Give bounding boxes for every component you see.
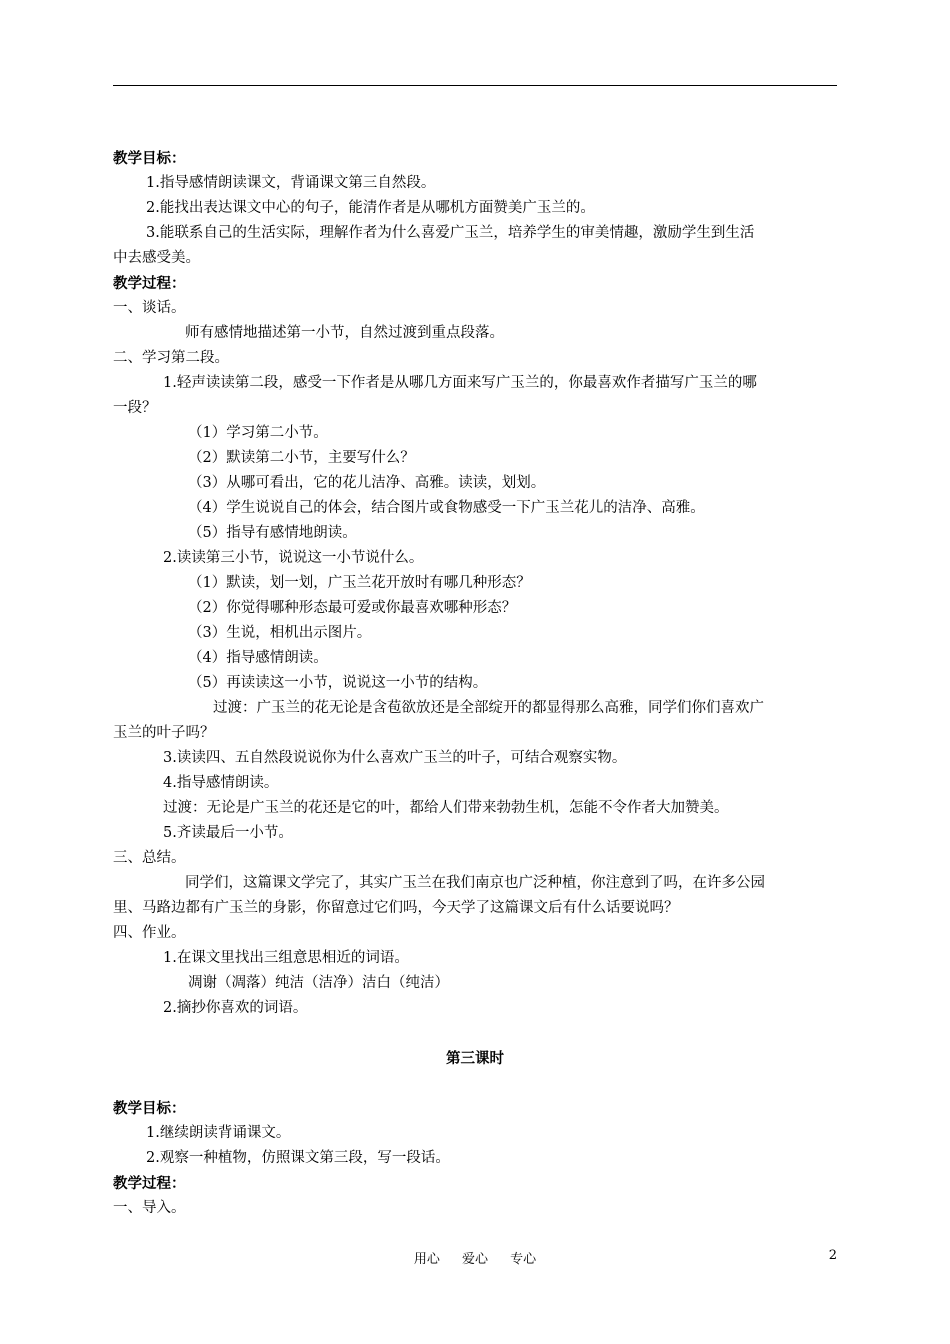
list-item: （2）你觉得哪种形态最可爱或你最喜欢哪种形态？ (188, 600, 517, 616)
step-heading: 二、学习第二段。 (113, 350, 229, 366)
goals-heading: 教学目标： (113, 1100, 186, 1117)
footer-motto: 用心 爱心 专心 (413, 1252, 537, 1267)
list-item: （5）指导有感情地朗读。 (188, 525, 357, 541)
list-item: （4）学生说说自己的体会，结合图片或食物感受一下广玉兰花儿的洁净、高雅。 (188, 500, 705, 516)
process-heading: 教学过程： (113, 1175, 186, 1192)
section-title: 第三课时 (446, 1050, 504, 1067)
step-heading: 一、谈话。 (113, 300, 186, 316)
step-heading: 四、作业。 (113, 925, 186, 941)
goal-item: 3.能联系自己的生活实际，理解作者为什么喜爱广玉兰，培养学生的审美情趣，激励学生到生活 (146, 225, 755, 241)
page-number: 2 (828, 1248, 837, 1263)
goal-item: 1.指导感情朗读课文，背诵课文第三自然段。 (146, 175, 436, 191)
list-item: （3）生说，相机出示图片。 (188, 625, 372, 641)
list-item: （1）学习第二小节。 (188, 425, 328, 441)
goal-item: 1.继续朗读背诵课文。 (146, 1125, 291, 1141)
goal-item-continued: 中去感受美。 (113, 250, 200, 266)
homework-words: 凋谢（凋落）纯洁（洁净）洁白（纯洁） (188, 975, 449, 991)
goals-heading: 教学目标： (113, 150, 186, 167)
transition-text: 过渡：无论是广玉兰的花还是它的叶，都给人们带来勃勃生机，怎能不令作者大加赞美。 (163, 800, 729, 816)
sub-step: 1.轻声读读第二段，感受一下作者是从哪几方面来写广玉兰的，你最喜欢作者描写广玉兰的哪 (163, 375, 757, 391)
list-item: （3）从哪可看出，它的花儿洁净、高雅。读读，划划。 (188, 475, 546, 491)
step-heading: 一、导入。 (113, 1200, 186, 1216)
sub-step: 4.指导感情朗读。 (163, 775, 279, 791)
list-item: （2）默读第二小节，主要写什么？ (188, 450, 415, 466)
document-body (113, 146, 837, 1221)
homework-item: 1.在课文里找出三组意思相近的词语。 (163, 950, 409, 966)
spacer (113, 1071, 837, 1096)
summary-text-continued: 里、马路边都有广玉兰的身影，你留意过它们吗，今天学了这篇课文后有什么话要说吗？ (113, 900, 679, 916)
spacer (113, 1021, 837, 1046)
sub-step: 5.齐读最后一小节。 (163, 825, 293, 841)
sub-step-continued: 一段？ (113, 400, 157, 416)
process-heading: 教学过程： (113, 275, 186, 292)
list-item: （5）再读读这一小节，说说这一小节的结构。 (188, 675, 488, 691)
list-item: （1）默读，划一划，广玉兰花开放时有哪几种形态？ (188, 575, 531, 591)
step-text: 师有感情地描述第一小节，自然过渡到重点段落。 (185, 325, 504, 341)
step-heading: 三、总结。 (113, 850, 186, 866)
list-item: （4）指导感情朗读。 (188, 650, 328, 666)
goal-item: 2.能找出表达课文中心的句子，能清作者是从哪机方面赞美广玉兰的。 (146, 200, 595, 216)
summary-text: 同学们，这篇课文学完了，其实广玉兰在我们南京也广泛种植，你注意到了吗，在许多公园 (185, 875, 765, 891)
homework-item: 2.摘抄你喜欢的词语。 (163, 1000, 308, 1016)
sub-step: 2.读读第三小节，说说这一小节说什么。 (163, 550, 424, 566)
transition-text: 过渡：广玉兰的花无论是含苞欲放还是全部绽开的都显得那么高雅，同学们你们喜欢广 (213, 700, 764, 716)
sub-step: 3.读读四、五自然段说说你为什么喜欢广玉兰的叶子，可结合观察实物。 (163, 750, 627, 766)
goal-item: 2.观察一种植物，仿照课文第三段，写一段话。 (146, 1150, 450, 1166)
header-rule (113, 85, 837, 86)
transition-text-continued: 玉兰的叶子吗？ (113, 725, 215, 741)
